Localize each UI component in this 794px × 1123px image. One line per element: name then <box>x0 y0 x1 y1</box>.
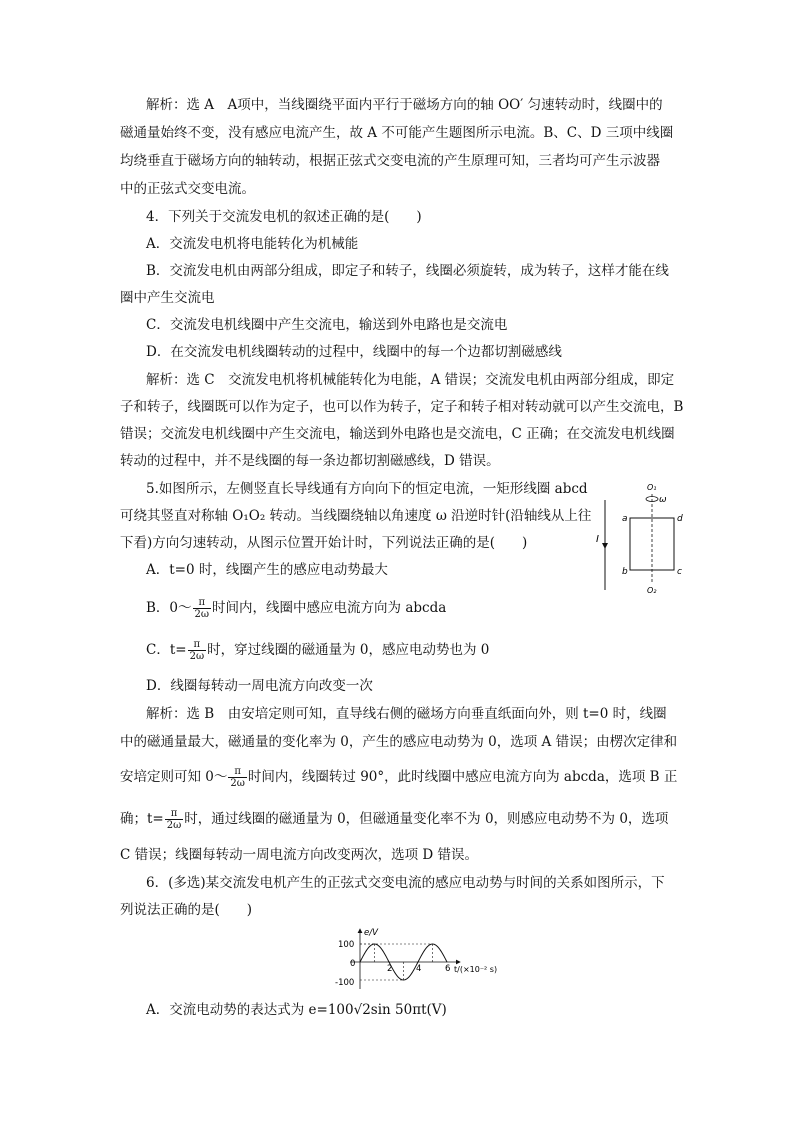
label-o1: O₁ <box>647 483 657 492</box>
x-tick-label: 6 <box>445 964 451 974</box>
q6-option-a: A．交流电动势的表达式为 e=100√2sin 50πt(V) <box>146 1002 447 1018</box>
q5-answer-line1: 解析：选 B 由安培定则可知，直导线右侧的磁场方向垂直纸面向外，则 t=0 时，线圈 <box>146 706 667 722</box>
x-axis-label: t/(×10⁻² s) <box>454 965 498 974</box>
q5-coil-figure <box>590 480 690 600</box>
q5-option-c-suffix: 时，穿过线圈的磁通量为 0，感应电动势也为 0 <box>207 642 490 658</box>
x-tick-label: 2 <box>387 964 393 974</box>
q5-answer-line5: C 错误；线圈每转动一周电流方向改变两次，选项 D 错误。 <box>120 847 479 863</box>
q6-stem-line2: 列说法正确的是( ) <box>120 902 253 918</box>
intro-line-4: 中的正弦式交变电流。 <box>120 181 255 197</box>
q5-answer-line3 <box>120 764 680 790</box>
q4-answer-line2: 子和转子，线圈既可以作为定子，也可以作为转子，定子和转子相对转动就可以产生交流电，B <box>120 399 684 415</box>
q4-answer-line4: 转动的过程中，并不是线圈的每一条边都切割磁感线，D 错误。 <box>120 453 500 469</box>
intro-line-3: 均绕垂直于磁场方向的轴转动，根据正弦式交变电流的产生原理可知，三者均可产生示波器 <box>120 153 660 169</box>
label-a: a <box>622 514 628 524</box>
q4-answer-line3: 错误；交流发电机线圈中产生交流电，输送到外电路也是交流电，C 正确；在交流发电机线圈 <box>120 426 675 442</box>
y-axis-label: e/V <box>364 928 378 938</box>
q5-answer-line4 <box>120 806 680 832</box>
fraction-denominator: 2ω <box>194 609 210 620</box>
q4-stem: 4．下列关于交流发电机的叙述正确的是( ) <box>146 209 422 225</box>
q5-option-b-suffix: 时间内，线圈中感应电流方向为 abcda <box>212 600 447 616</box>
q5-option-b-prefix: B．0～ <box>146 600 192 616</box>
label-d: d <box>677 514 683 524</box>
x-tick-labels <box>387 964 450 974</box>
fraction <box>193 597 212 620</box>
fraction-denominator: 2ω <box>189 651 205 662</box>
intro-line-2: 磁通量始终不变，没有感应电流产生，故 A 不可能产生题图所示电流。B、C、D 三项中线圈 <box>120 125 674 141</box>
label-b: b <box>622 567 628 577</box>
fraction-numerator: π <box>188 639 207 651</box>
q6-stem-line1: 6．(多选)某交流发电机产生的正弦式交变电流的感应电动势与时间的关系如图所示，下 <box>146 875 665 891</box>
fraction-denominator: 2ω <box>230 778 245 789</box>
q4-option-c: C．交流发电机线圈中产生交流电，输送到外电路也是交流电 <box>146 317 508 333</box>
fraction-numerator: π <box>193 597 212 609</box>
q5-answer-line2: 中的磁通量最大，磁通量的变化率为 0，产生的感应电动势为 0，选项 A 错误；由楞次定律和 <box>120 734 678 750</box>
q5-stem-line1: 5.如图所示，左侧竖直长导线通有方向向下的恒定电流，一矩形线圈 abcd <box>146 481 588 497</box>
label-omega: ω <box>659 495 667 505</box>
fraction-numerator: π <box>228 766 247 778</box>
q5-answer-line3-suffix: 时间内，线圈转过 90°，此时线圈中感应电流方向为 abcda，选项 B 正 <box>247 769 678 785</box>
label-c: c <box>677 567 682 577</box>
fraction-denominator: 2ω <box>166 820 182 831</box>
x-tick-label: 4 <box>416 964 422 974</box>
y-tick-bottom: -100 <box>335 978 355 988</box>
intro-line-1: 解析：选 A A项中，当线圈绕平面内平行于磁场方向的轴 OO′ 匀速转动时，线圈中的 <box>146 97 663 113</box>
q5-option-a: A．t=0 时，线圈产生的感应电动势最大 <box>146 562 388 578</box>
q5-option-c <box>146 637 706 663</box>
q5-answer-line4-suffix: 时，通过线圈的磁通量为 0，但磁通量变化率不为 0，则感应电动势不为 0，选项 <box>184 811 669 827</box>
q5-answer-line4-prefix: 确；t= <box>120 811 164 827</box>
fraction-numerator: π <box>165 808 184 820</box>
y-tick-zero: 0 <box>350 959 356 969</box>
fraction <box>188 639 207 662</box>
q4-option-b-line2: 圈中产生交流电 <box>120 290 215 306</box>
fraction <box>228 766 247 789</box>
label-o2: O₂ <box>647 586 657 595</box>
y-tick-top: 100 <box>338 940 355 950</box>
q5-stem-line3: 下看)方向匀速转动，从图示位置开始计时，下列说法正确的是( ) <box>120 535 528 551</box>
q6-emf-chart <box>320 925 510 995</box>
current-label: I <box>596 534 599 545</box>
q5-answer-line3-prefix: 安培定则可知 0～ <box>120 769 228 785</box>
q4-option-d: D．在交流发电机线圈转动的过程中，线圈中的每一个边都切割磁感线 <box>146 344 562 360</box>
q5-stem-line2: 可绕其竖直对称轴 O₁O₂ 转动。当线圈绕轴以角速度 ω 沿逆时针(沿轴线从上往 <box>120 508 592 524</box>
q5-option-c-prefix: C．t= <box>146 642 187 658</box>
q4-option-b-line1: B．交流发电机由两部分组成，即定子和转子，线圈必须旋转，成为转子，这样才能在线 <box>146 263 669 279</box>
q5-option-d: D．线圈每转动一周电流方向改变一次 <box>146 678 373 694</box>
q4-answer-line1: 解析：选 C 交流发电机将机械能转化为电能，A 错误；交流发电机由两部分组成，即定 <box>146 372 675 388</box>
q4-option-a: A．交流发电机将电能转化为机械能 <box>146 236 359 252</box>
fraction <box>165 808 184 831</box>
